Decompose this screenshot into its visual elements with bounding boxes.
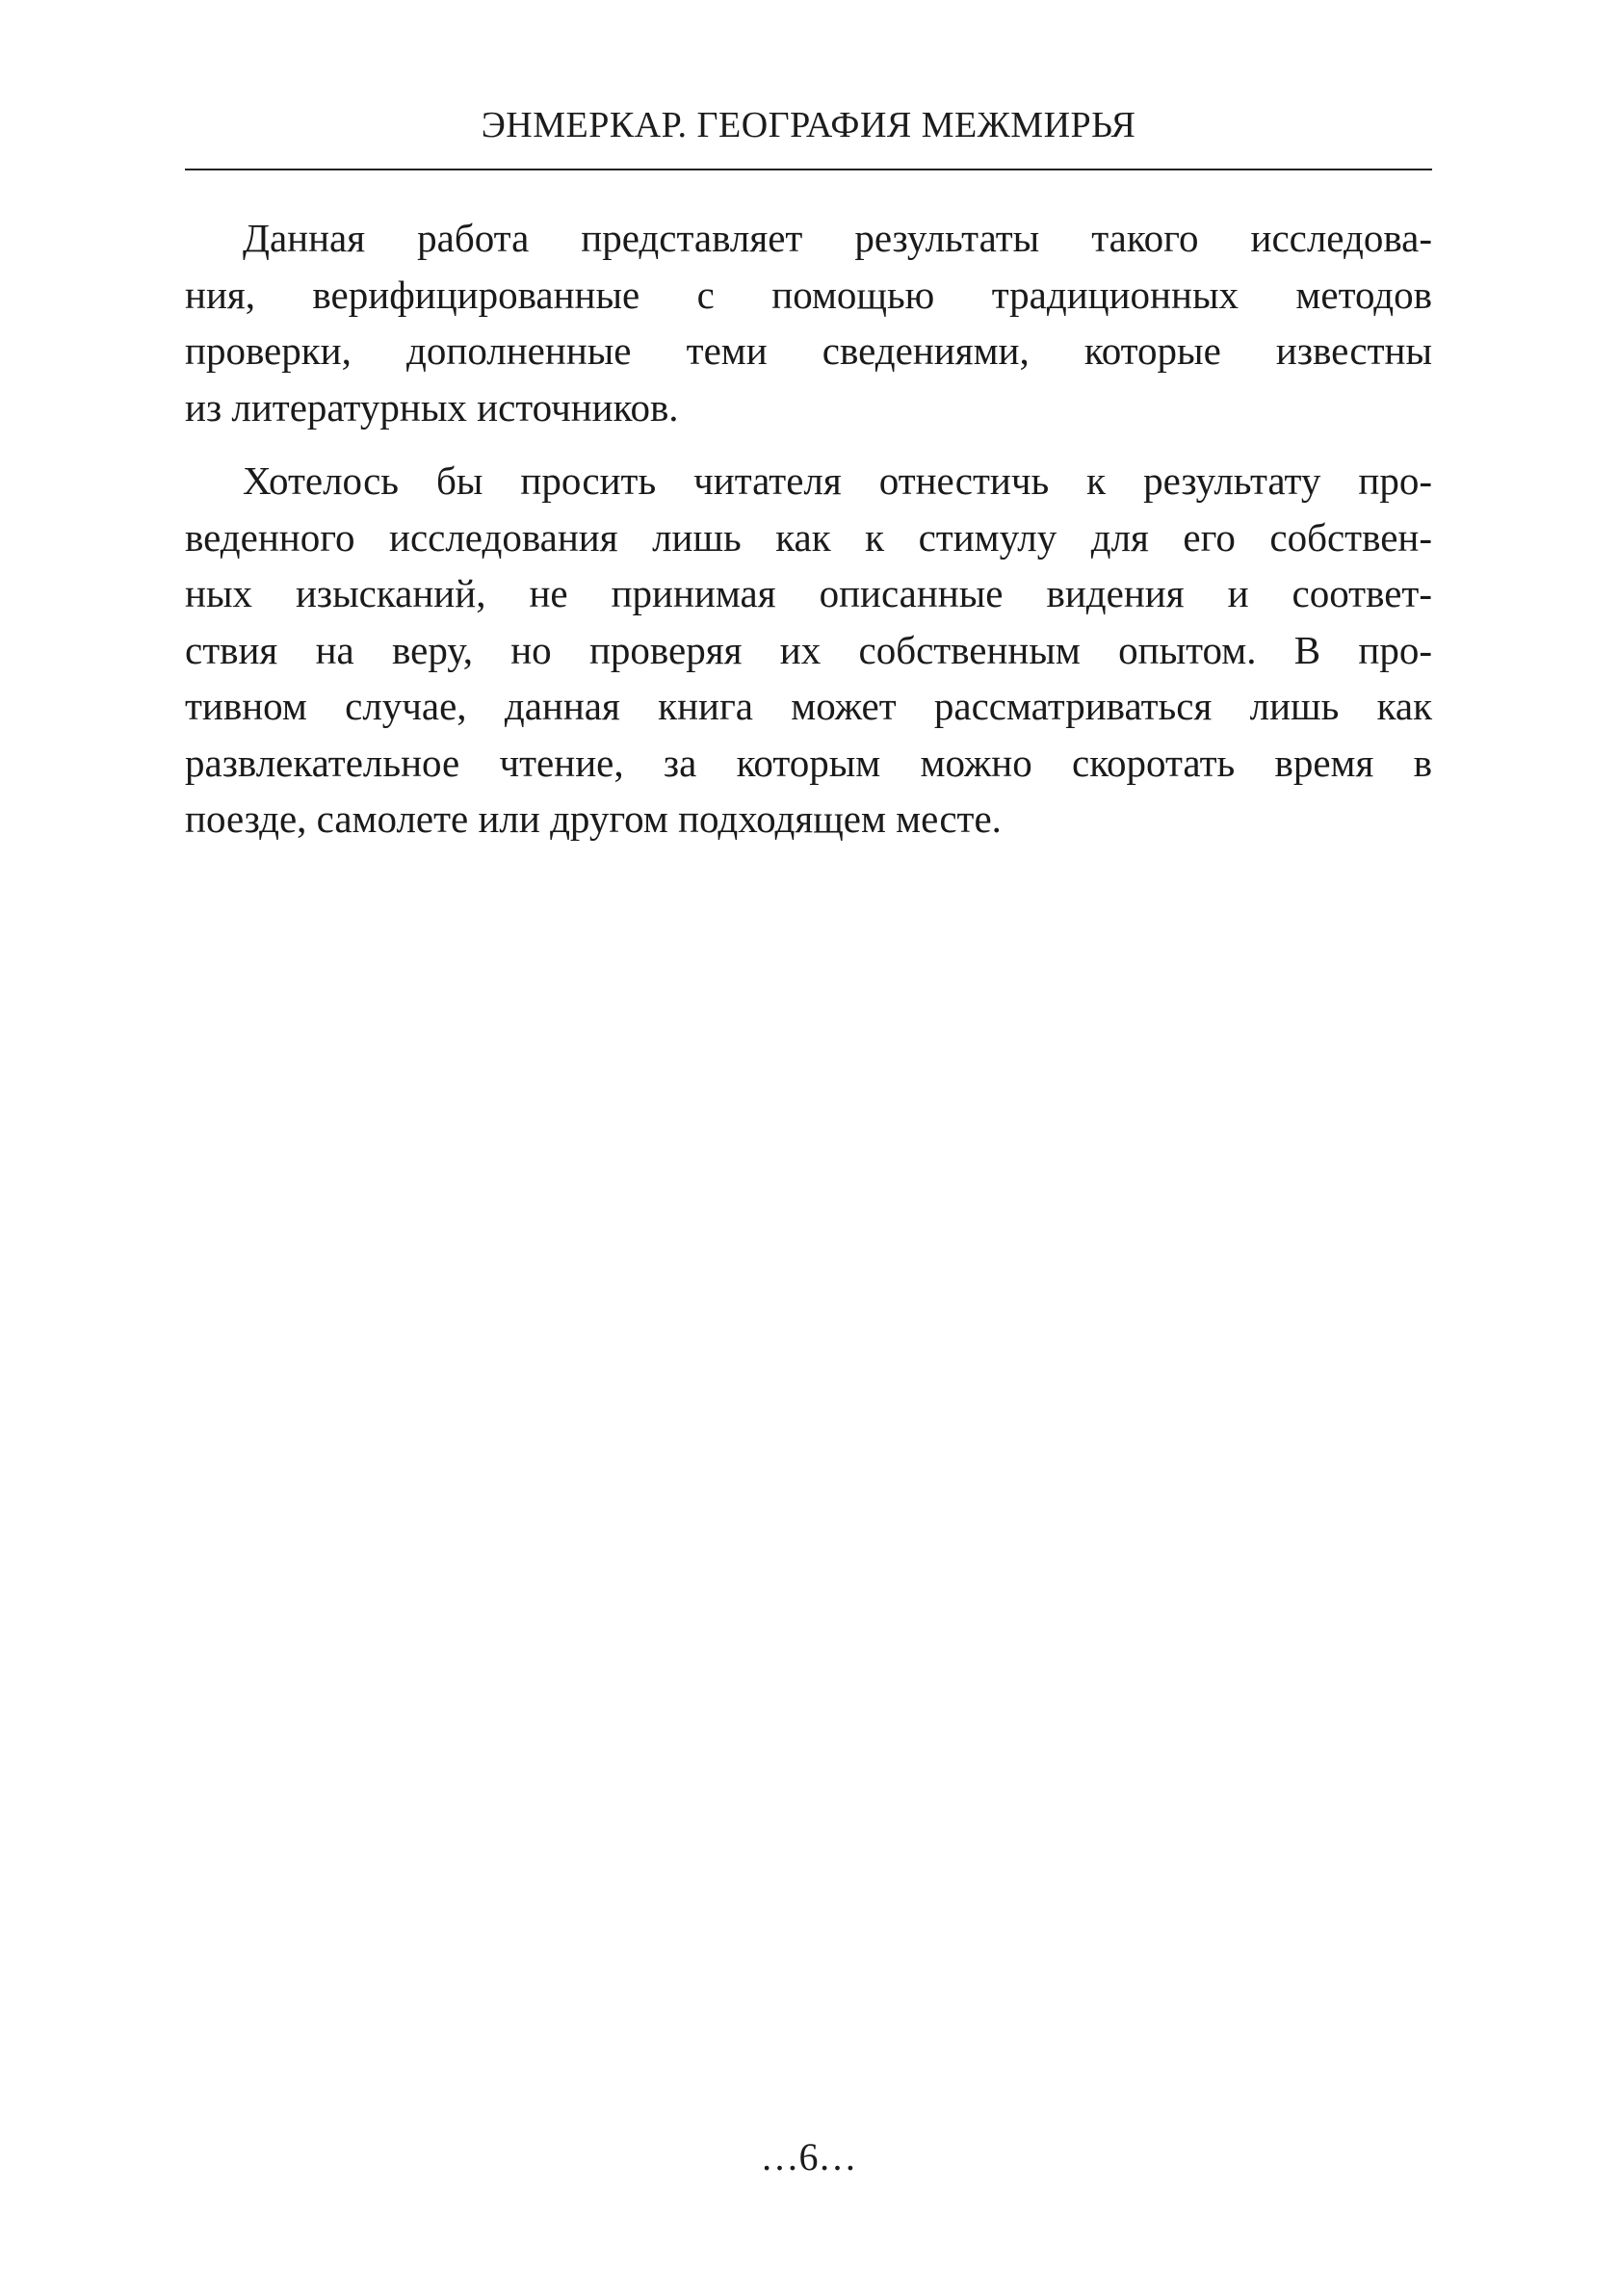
text-line: тивном случае, данная книга может рассматриваться лишь как [185, 684, 1432, 728]
text-line: веденного исследования лишь как к стимулу для его собствен- [185, 514, 1432, 560]
text-line: ных изысканий, не принимая описанные видения и соответ- [185, 571, 1432, 615]
text-line: поезде, самолете или другом подходящем месте. [185, 796, 1002, 841]
text-line: ствия на веру, но проверяя их собственным опытом. В про- [185, 627, 1432, 672]
header-rule [185, 169, 1432, 170]
running-title: ЭНМЕРКАР. ГЕОГРАФИЯ МЕЖМИРЬЯ [481, 105, 1136, 145]
text-line: из литературных источников. [185, 384, 679, 430]
text-line: проверки, дополненные теми сведениями, которые известны [185, 328, 1432, 373]
paragraph-1 [185, 210, 1432, 435]
body-text [185, 210, 1432, 848]
text-line: развлекательное чтение, за которым можно скоротать время в [185, 740, 1432, 785]
text-line: Данная работа представляет результаты такого исследова- [243, 216, 1432, 260]
text-line: Хотелось бы просить читателя отнестичь к результату про- [243, 458, 1432, 503]
text-line: ния, верифицированные с помощью традиционных методов [185, 272, 1432, 317]
page-number: …6… [760, 2135, 857, 2179]
paragraph-2 [185, 453, 1432, 848]
